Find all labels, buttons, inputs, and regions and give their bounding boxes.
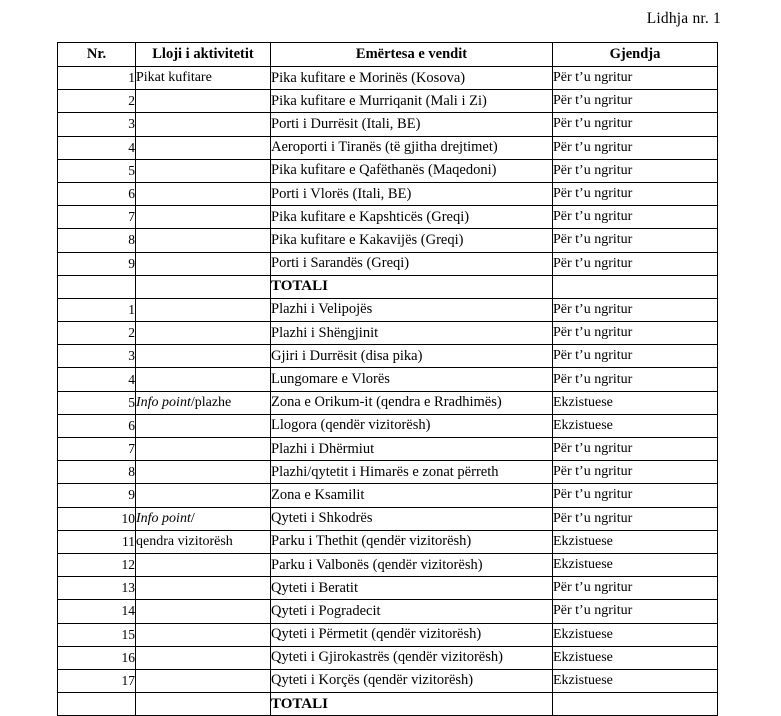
cell-state — [553, 275, 718, 298]
cell-activity-type-text: /plazhe — [190, 394, 232, 410]
cell-activity-type — [136, 206, 271, 229]
cell-activity-type — [136, 600, 271, 623]
table-row — [58, 298, 718, 321]
cell-nr: 3 — [58, 113, 136, 136]
table-row — [58, 275, 718, 298]
cell-place-name: Aeroporti i Tiranës (të gjitha drejtimet) — [271, 136, 553, 159]
cell-activity-type — [136, 159, 271, 182]
cell-place-name: Pika kufitare e Qafëthanës (Maqedoni) — [271, 159, 553, 182]
cell-state: Për t’u ngritur — [553, 507, 718, 530]
cell-state: Ekzistuese — [553, 646, 718, 669]
cell-activity-type — [136, 507, 271, 530]
table-body — [58, 67, 718, 716]
cell-state: Për t’u ngritur — [553, 600, 718, 623]
table-row — [58, 113, 718, 136]
cell-activity-type — [136, 345, 271, 368]
cell-state: Për t’u ngritur — [553, 229, 718, 252]
cell-activity-type — [136, 252, 271, 275]
table-row — [58, 553, 718, 576]
cell-nr: 4 — [58, 368, 136, 391]
cell-state: Për t’u ngritur — [553, 67, 718, 90]
cell-state: Për t’u ngritur — [553, 461, 718, 484]
cell-total-label: TOTALI — [271, 275, 553, 298]
cell-place-name: Qyteti i Korçës (qendër vizitorësh) — [271, 669, 553, 692]
document-header-label: Lidhja nr. 1 — [646, 10, 721, 27]
table-row — [58, 182, 718, 205]
cell-activity-type — [136, 646, 271, 669]
cell-state: Për t’u ngritur — [553, 159, 718, 182]
cell-place-name: Qyteti i Beratit — [271, 577, 553, 600]
table-row — [58, 669, 718, 692]
cell-activity-type — [136, 90, 271, 113]
table-row — [58, 577, 718, 600]
cell-state: Për t’u ngritur — [553, 90, 718, 113]
cell-state: Për t’u ngritur — [553, 113, 718, 136]
cell-place-name: Llogora (qendër vizitorësh) — [271, 414, 553, 437]
table-row — [58, 623, 718, 646]
cell-place-name: Porti i Durrësit (Itali, BE) — [271, 113, 553, 136]
cell-nr: 2 — [58, 90, 136, 113]
cell-state: Për t’u ngritur — [553, 322, 718, 345]
table-row — [58, 206, 718, 229]
table-row — [58, 229, 718, 252]
table-row — [58, 136, 718, 159]
cell-place-name: Plazhi i Velipojës — [271, 298, 553, 321]
cell-state: Për t’u ngritur — [553, 577, 718, 600]
cell-place-name: Parku i Valbonës (qendër vizitorësh) — [271, 553, 553, 576]
table-row — [58, 252, 718, 275]
cell-nr: 13 — [58, 577, 136, 600]
activity-table-container — [57, 42, 717, 716]
cell-activity-type — [136, 693, 271, 716]
cell-state: Për t’u ngritur — [553, 252, 718, 275]
cell-nr: 12 — [58, 553, 136, 576]
cell-place-name: Qyteti i Pogradecit — [271, 600, 553, 623]
cell-activity-type — [136, 461, 271, 484]
cell-place-name: Zona e Ksamilit — [271, 484, 553, 507]
table-header-row — [58, 43, 718, 67]
cell-state: Për t’u ngritur — [553, 368, 718, 391]
cell-place-name: Qyteti i Gjirokastrës (qendër vizitorësh) — [271, 646, 553, 669]
table-row — [58, 322, 718, 345]
table-row — [58, 461, 718, 484]
table-row — [58, 693, 718, 716]
cell-state: Ekzistuese — [553, 623, 718, 646]
cell-nr: 9 — [58, 484, 136, 507]
cell-total-label: TOTALI — [271, 693, 553, 716]
cell-place-name: Pika kufitare e Kapshticës (Greqi) — [271, 206, 553, 229]
cell-state: Ekzistuese — [553, 553, 718, 576]
cell-nr: 1 — [58, 298, 136, 321]
cell-state: Ekzistuese — [553, 530, 718, 553]
table-row — [58, 600, 718, 623]
cell-activity-type — [136, 275, 271, 298]
cell-nr: 16 — [58, 646, 136, 669]
cell-nr: 7 — [58, 206, 136, 229]
cell-nr: 2 — [58, 322, 136, 345]
cell-activity-type — [136, 553, 271, 576]
table-row — [58, 391, 718, 414]
cell-place-name: Pika kufitare e Morinës (Kosova) — [271, 67, 553, 90]
cell-state: Ekzistuese — [553, 414, 718, 437]
table-row — [58, 646, 718, 669]
cell-state: Për t’u ngritur — [553, 182, 718, 205]
cell-nr: 11 — [58, 530, 136, 553]
table-row — [58, 484, 718, 507]
cell-nr: 14 — [58, 600, 136, 623]
cell-activity-type-text: / — [190, 510, 195, 526]
cell-nr: 9 — [58, 252, 136, 275]
table-row — [58, 345, 718, 368]
cell-nr — [58, 275, 136, 298]
cell-activity-type — [136, 136, 271, 159]
column-header-state: Gjendja — [553, 43, 718, 67]
cell-activity-type — [136, 67, 271, 90]
cell-state: Për t’u ngritur — [553, 136, 718, 159]
cell-state: Për t’u ngritur — [553, 298, 718, 321]
cell-place-name: Plazhi/qytetit i Himarës e zonat përreth — [271, 461, 553, 484]
cell-nr: 6 — [58, 182, 136, 205]
cell-state: Për t’u ngritur — [553, 206, 718, 229]
cell-activity-type-text: Pikat kufitare — [136, 70, 212, 86]
cell-activity-type — [136, 577, 271, 600]
cell-activity-type — [136, 113, 271, 136]
cell-nr: 7 — [58, 438, 136, 461]
cell-state: Për t’u ngritur — [553, 438, 718, 461]
table-row — [58, 67, 718, 90]
column-header-place-name: Emërtesa e vendit — [271, 43, 553, 67]
cell-nr: 8 — [58, 461, 136, 484]
cell-activity-type — [136, 229, 271, 252]
cell-activity-type — [136, 530, 271, 553]
cell-nr: 1 — [58, 67, 136, 90]
cell-nr: 17 — [58, 669, 136, 692]
cell-activity-type — [136, 438, 271, 461]
cell-activity-type — [136, 391, 271, 414]
cell-nr: 6 — [58, 414, 136, 437]
cell-activity-type — [136, 484, 271, 507]
table-row — [58, 530, 718, 553]
cell-nr — [58, 693, 136, 716]
activity-table — [57, 42, 718, 716]
cell-place-name: Plazhi i Shëngjinit — [271, 322, 553, 345]
table-row — [58, 414, 718, 437]
cell-place-name: Qyteti i Përmetit (qendër vizitorësh) — [271, 623, 553, 646]
cell-place-name: Lungomare e Vlorës — [271, 368, 553, 391]
table-row — [58, 159, 718, 182]
cell-place-name: Porti i Sarandës (Greqi) — [271, 252, 553, 275]
cell-place-name: Pika kufitare e Kakavijës (Greqi) — [271, 229, 553, 252]
column-header-activity-type: Lloji i aktivitetit — [136, 43, 271, 67]
cell-nr: 3 — [58, 345, 136, 368]
table-row — [58, 368, 718, 391]
column-header-nr: Nr. — [58, 43, 136, 67]
cell-activity-type — [136, 298, 271, 321]
cell-place-name: Qyteti i Shkodrës — [271, 507, 553, 530]
cell-state: Ekzistuese — [553, 669, 718, 692]
cell-place-name: Plazhi i Dhërmiut — [271, 438, 553, 461]
cell-state: Ekzistuese — [553, 391, 718, 414]
cell-activity-type-text: qendra vizitorësh — [136, 533, 233, 549]
cell-state — [553, 693, 718, 716]
cell-activity-type-italic: Info point — [136, 510, 191, 526]
cell-activity-type — [136, 322, 271, 345]
cell-activity-type — [136, 182, 271, 205]
cell-place-name: Zona e Orikum-it (qendra e Rradhimës) — [271, 391, 553, 414]
cell-nr: 15 — [58, 623, 136, 646]
table-row — [58, 90, 718, 113]
cell-nr: 10 — [58, 507, 136, 530]
cell-activity-type — [136, 669, 271, 692]
cell-place-name: Parku i Thethit (qendër vizitorësh) — [271, 530, 553, 553]
cell-place-name: Gjiri i Durrësit (disa pika) — [271, 345, 553, 368]
cell-activity-type — [136, 368, 271, 391]
table-row — [58, 438, 718, 461]
cell-state: Për t’u ngritur — [553, 345, 718, 368]
cell-place-name: Porti i Vlorës (Itali, BE) — [271, 182, 553, 205]
cell-state: Për t’u ngritur — [553, 484, 718, 507]
cell-activity-type-italic: Info point — [136, 394, 191, 410]
cell-nr: 5 — [58, 159, 136, 182]
table-row — [58, 507, 718, 530]
cell-place-name: Pika kufitare e Murriqanit (Mali i Zi) — [271, 90, 553, 113]
cell-activity-type — [136, 623, 271, 646]
cell-activity-type — [136, 414, 271, 437]
cell-nr: 8 — [58, 229, 136, 252]
cell-nr: 4 — [58, 136, 136, 159]
cell-nr: 5 — [58, 391, 136, 414]
